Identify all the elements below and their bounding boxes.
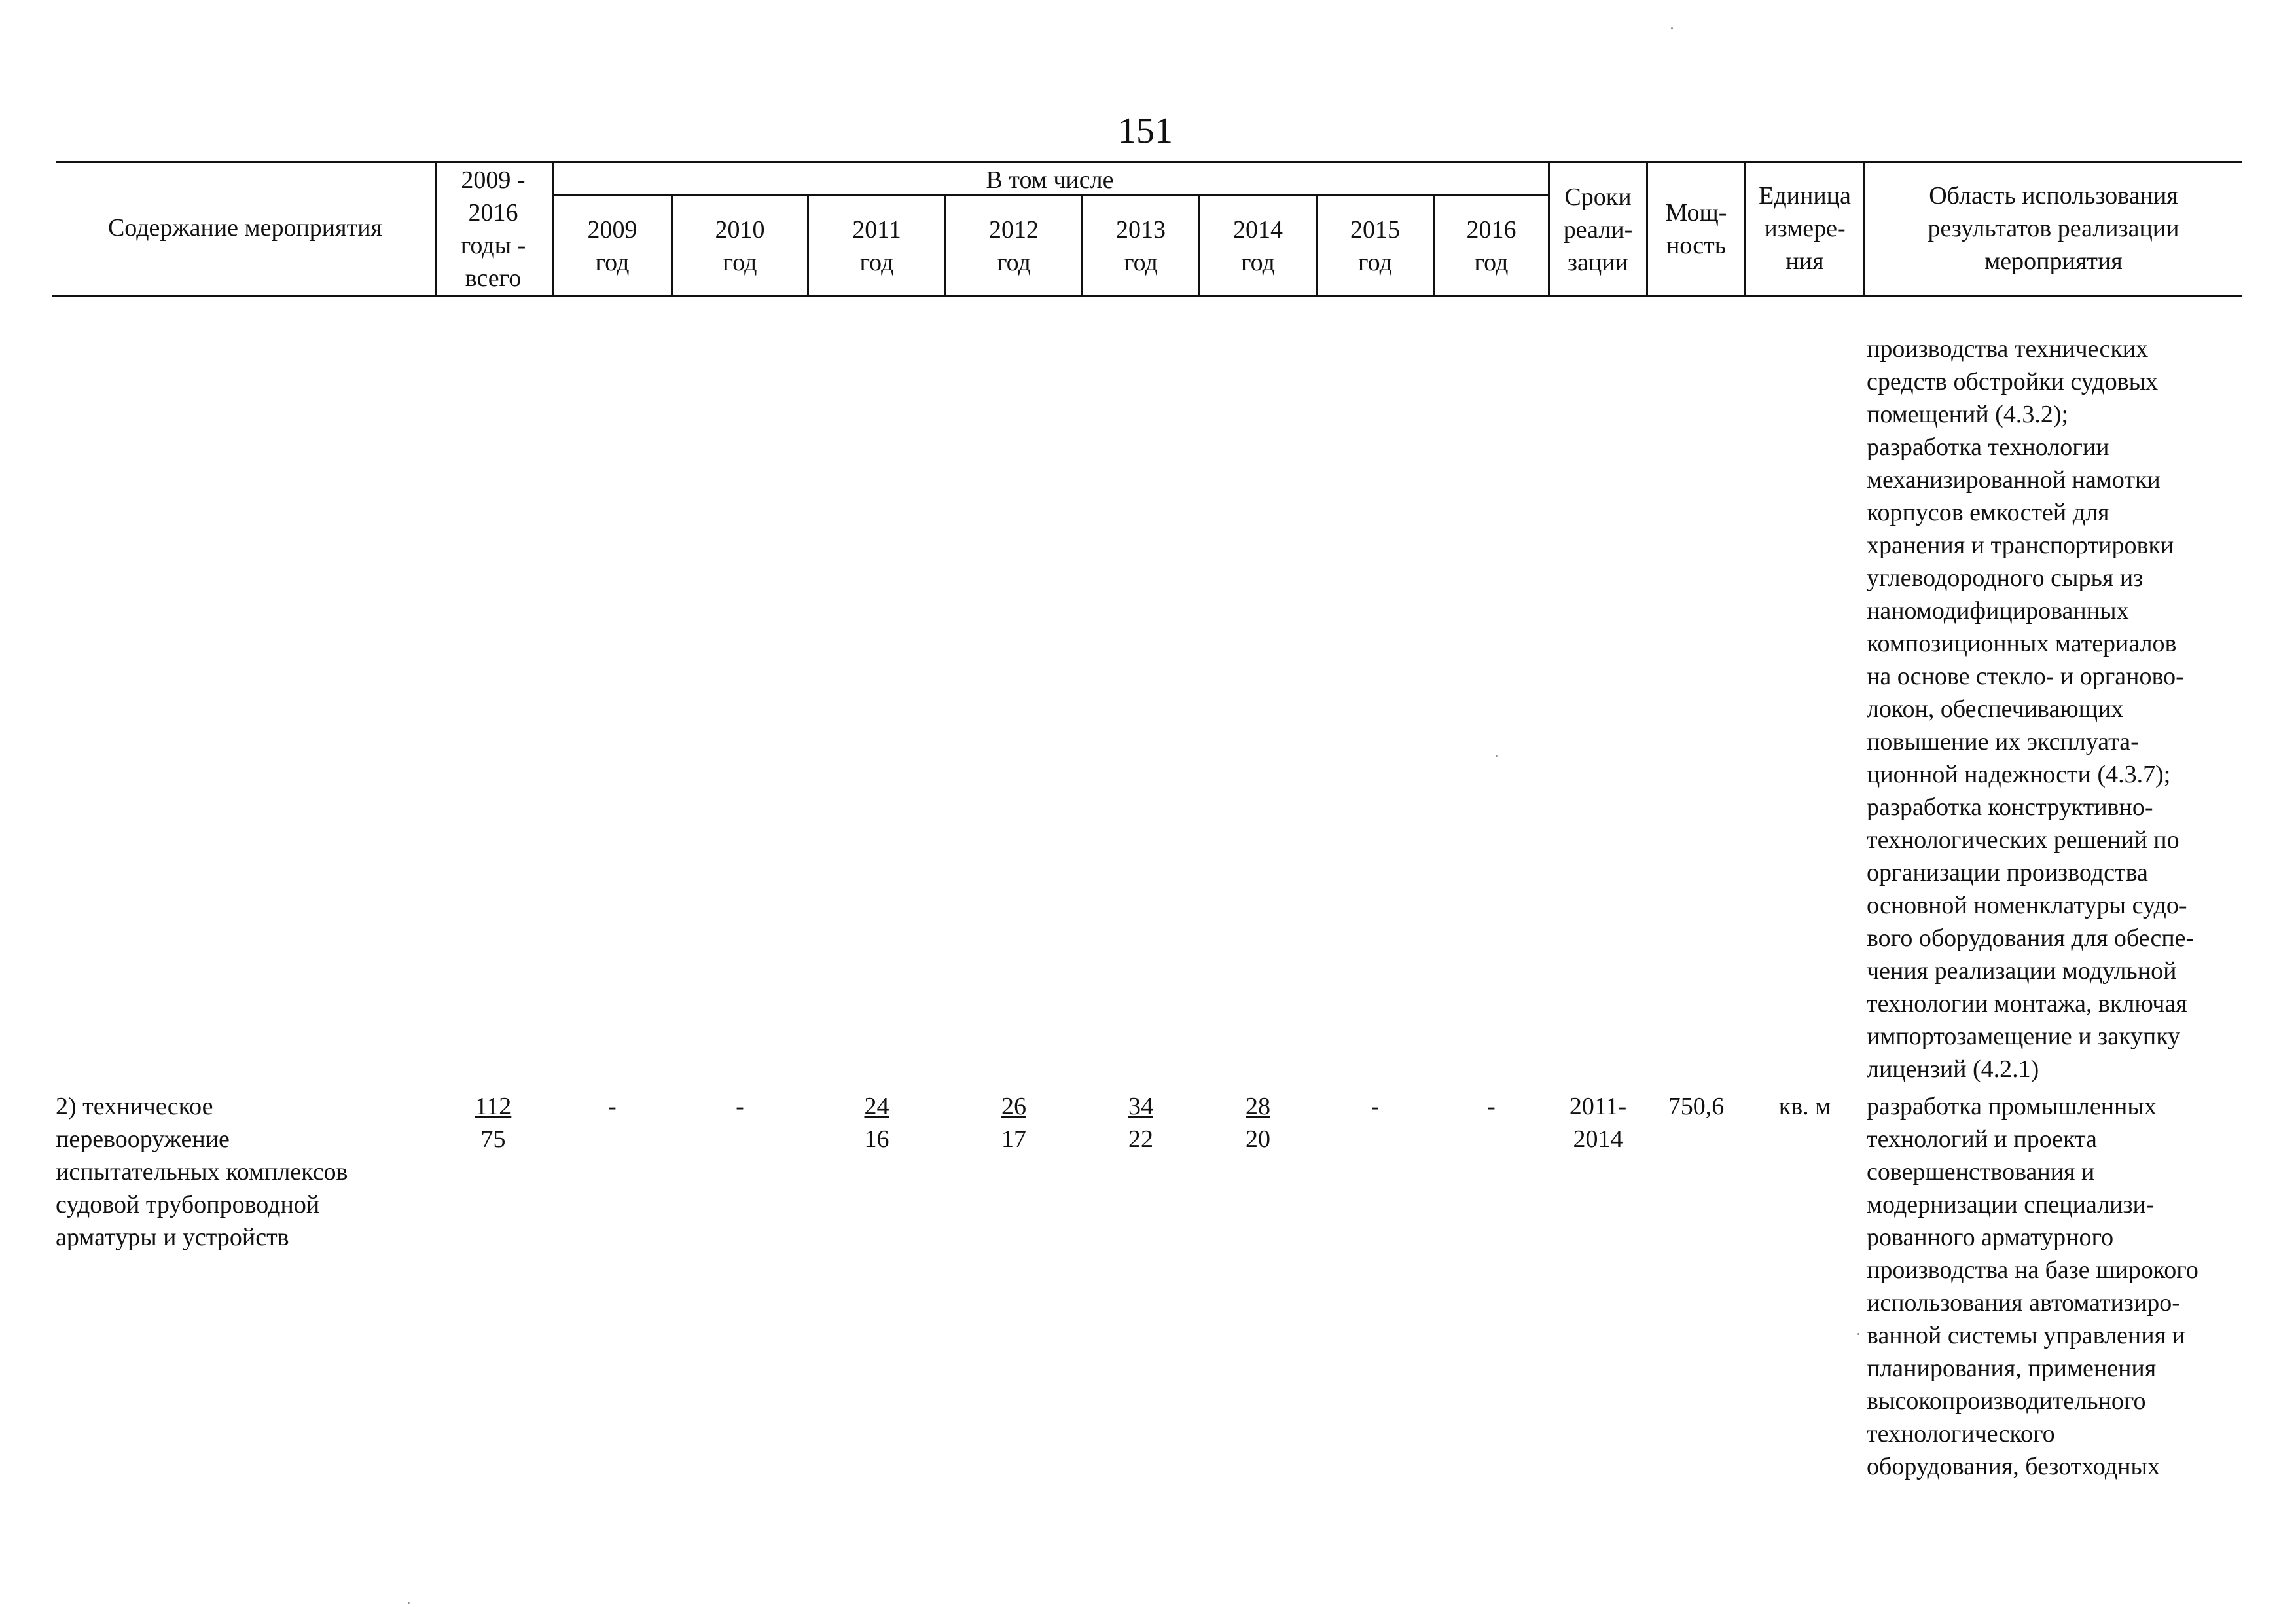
scan-speck: [1857, 1333, 1859, 1335]
header-year-2014: [1200, 213, 1316, 279]
year-label: 2016: [1466, 216, 1516, 244]
total-bottom: 75: [480, 1125, 506, 1153]
header-unit: Единица измере- ния: [1759, 182, 1851, 275]
row-area: разработка промышленных технологий и проекта совершенствования и модернизации специализи- рованного арматурного производства на базе широкого использования автоматизиро- ванной системы управления и планирования, применения высокопроизводительного технологического оборудования, безотходных: [1867, 1093, 2198, 1480]
scan-speck: [1671, 27, 1673, 29]
row-2010: -: [736, 1093, 744, 1120]
row-total: [435, 1090, 552, 1156]
year-unit: год: [1124, 249, 1158, 276]
year-label: 2010: [715, 216, 765, 244]
header-year-2016: [1435, 213, 1548, 279]
header-year-2012: [946, 213, 1081, 279]
year-unit: год: [997, 249, 1031, 276]
year-label: 2015: [1350, 216, 1400, 244]
year-label: 2014: [1233, 216, 1283, 244]
scan-speck: [1496, 755, 1498, 757]
row-2014: [1200, 1090, 1316, 1156]
value-bottom: 17: [1001, 1125, 1026, 1153]
year-label: 2009: [587, 216, 637, 244]
header-total: 2009 - 2016 годы - всего: [460, 166, 526, 292]
header-year-2013: [1083, 213, 1198, 279]
value-top: 26: [1001, 1093, 1026, 1120]
row-content: 2) техническое перевооружение испытательных комплексов судовой трубопроводной арматуры и устройств: [56, 1093, 348, 1251]
year-unit: год: [595, 249, 630, 276]
header-year-2015: [1318, 213, 1433, 279]
row-2015: -: [1371, 1093, 1380, 1120]
header-year-2009: [554, 213, 671, 279]
value-top: 24: [864, 1093, 889, 1120]
row-2016: -: [1487, 1093, 1496, 1120]
total-top: 112: [475, 1093, 512, 1120]
year-unit: год: [1358, 249, 1392, 276]
header-group-label: В том числе: [986, 166, 1114, 194]
header-year-2011: [809, 213, 944, 279]
row-2009: -: [608, 1093, 617, 1120]
header-capacity: Мощ- ность: [1665, 199, 1727, 259]
year-label: 2011: [852, 216, 901, 244]
row-2011: [809, 1090, 944, 1156]
header-bottom-rule: [52, 295, 2242, 297]
year-unit: год: [1241, 249, 1275, 276]
scan-speck: [408, 1602, 410, 1604]
value-bottom: 16: [864, 1125, 889, 1153]
header-year-2010: [673, 213, 807, 279]
header-content: Содержание мероприятия: [107, 214, 383, 242]
value-top: 28: [1246, 1093, 1270, 1120]
row-capacity: 750,6: [1668, 1093, 1725, 1120]
page-number: 151: [1118, 111, 1173, 151]
row-unit: кв. м: [1778, 1093, 1831, 1120]
row-2012: [946, 1090, 1081, 1156]
row-terms: 2011- 2014: [1569, 1093, 1627, 1153]
value-bottom: 20: [1246, 1125, 1270, 1153]
row-2013: [1083, 1090, 1198, 1156]
year-label: 2013: [1116, 216, 1166, 244]
year-unit: год: [859, 249, 894, 276]
value-top: 34: [1128, 1093, 1153, 1120]
continuation-text: производства технических средств обстройки судовых помещений (4.3.2); разработка технологии механизированной намотки корпусов емкостей для хранения и транспортировки углеводородного сырья из наномодифицированных композиционных материалов на основе стекло- и органово- локон, обеспечивающих повышение их эксплуата- ционной надежности (4.3.7); разработка конструктивно- технологических решений по организации производства основной номенклатуры судо- вого оборудования для обеспе- чения реализации модульной технологии монтажа, включая импортозамещение и закупку лицензий (4.2.1): [1867, 335, 2195, 1083]
year-label: 2012: [989, 216, 1039, 244]
header-top-rule: [56, 161, 2242, 163]
header-area: Область использования результатов реализации мероприятия: [1928, 182, 2179, 275]
year-unit: год: [723, 249, 757, 276]
value-bottom: 22: [1128, 1125, 1153, 1153]
year-unit: год: [1474, 249, 1509, 276]
header-terms: Сроки реали- зации: [1563, 183, 1633, 276]
